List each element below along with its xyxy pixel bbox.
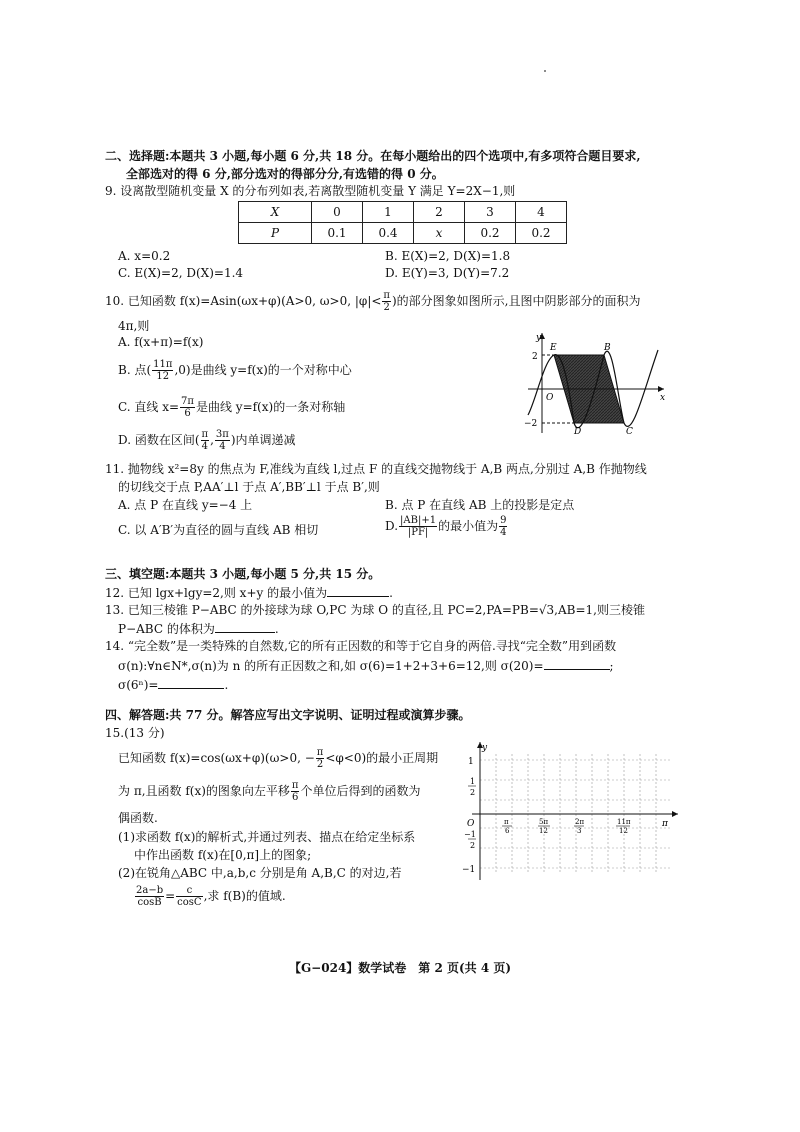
table-cell: 4 — [516, 202, 567, 223]
table-row — [239, 223, 567, 244]
q13: 13. 已知三棱锥 P−ABC 的外接球为球 O,PC 为球 O 的直径,且 PC=2,PA=PB=√3,AB=1,则三棱锥 — [105, 603, 645, 617]
tick-x4-num: 11π — [617, 818, 631, 826]
fraction — [176, 885, 202, 908]
table-cell: 0 — [312, 202, 363, 223]
denominator: 6 — [292, 792, 299, 803]
fraction — [215, 429, 230, 452]
fraction — [180, 396, 195, 419]
section2-title-line2: 全部选对的得 6 分,部分选对的得部分分,有选错的得 0 分。 — [126, 167, 444, 181]
label-pi: π — [662, 819, 668, 829]
fraction — [316, 747, 325, 770]
answer-blank — [158, 676, 224, 689]
label-origin: O — [467, 819, 475, 829]
text: . — [274, 622, 279, 636]
grid-lines — [480, 754, 670, 872]
q15-part2-line2 — [134, 885, 286, 908]
q11-stem: 11. 抛物线 x²=8y 的焦点为 F,准线为直线 l,过点 F 的直线交抛物线于 A,B 两点,分别过 A,B 作抛物线 — [105, 462, 647, 476]
q14-text2: σ(n):∀n∈N*,σ(n)为 n 的所有正因数之和,如 σ(6)=1+2+3+6=12,则 σ(20)= — [118, 659, 544, 673]
q14: 14. “完全数”是一类特殊的自然数,它的所有正因数的和等于它自身的两倍.寻找“完全数”用到函数 — [105, 639, 617, 653]
q9-option-b: B. E(X)=2, D(X)=1.8 — [385, 249, 511, 263]
q15-part1-line2: 中作出函数 f(x)在[0,π]上的图象; — [134, 848, 312, 862]
answer-blank — [544, 657, 610, 670]
q14-line3 — [118, 676, 228, 693]
x-arrow — [658, 386, 664, 392]
denominator: cosB — [137, 897, 162, 908]
table-cell: 1 — [363, 202, 414, 223]
label-origin: O — [546, 393, 554, 403]
q15-line3: 偶函数. — [118, 811, 158, 825]
q11-stem-line2: 的切线交于点 P,AA′⊥l 于点 A′,BB′⊥l 于点 B′,则 — [118, 480, 380, 494]
q12 — [105, 584, 393, 601]
tick-yhalf-num: 1 — [470, 777, 476, 786]
label-d: D — [574, 427, 582, 435]
q15-head: 15.(13 分) — [105, 726, 165, 740]
numerator: 2a−b — [136, 885, 164, 896]
tick-ymhalf-num: −1 — [464, 830, 476, 839]
label-minus2: −2 — [524, 419, 538, 429]
text: 个单位后得到的函数为 — [300, 784, 421, 798]
denominator: 2 — [383, 302, 390, 313]
table-cell: 2 — [414, 202, 465, 223]
denominator: 2 — [316, 759, 324, 770]
text: = — [165, 889, 176, 903]
denominator: 4 — [219, 441, 226, 452]
label-e: E — [550, 343, 557, 353]
tick-ymhalf-den: 2 — [470, 841, 476, 850]
section4-title: 四、解答题:共 77 分。解答应写出文字说明、证明过程或演算步骤。 — [105, 708, 471, 722]
q10-option-c — [118, 396, 345, 419]
q9-stem: 9. 设离散型随机变量 X 的分布列如表,若离散型随机变量 Y 满足 Y=2X−1,则 — [105, 184, 516, 198]
text: , — [210, 433, 214, 447]
table-cell: 0.1 — [312, 223, 363, 244]
q10-option-a: A. f(x+π)=f(x) — [118, 335, 204, 349]
q10-stem-line2: 4π,则 — [118, 319, 150, 333]
table-cell: 0.2 — [516, 223, 567, 244]
page-footer: 【G−024】数学试卷 第 2 页(共 4 页) — [288, 961, 512, 975]
numerator: 11π — [153, 359, 173, 370]
denominator: 4 — [201, 441, 208, 452]
q10-stem-b: )的部分图象如图所示,且图中阴影部分的面积为 — [392, 294, 641, 308]
sine-graph — [520, 330, 670, 435]
text: B. 点( — [118, 363, 152, 377]
table-row — [239, 202, 567, 223]
label-c: C — [626, 427, 633, 435]
tick-x2-num: 5π — [539, 818, 549, 826]
tick-yhalf-den: 2 — [470, 788, 476, 797]
table-cell: 0.4 — [363, 223, 414, 244]
table-cell: x — [414, 223, 465, 244]
numerator: 9 — [500, 515, 507, 526]
label-b: B — [604, 343, 611, 353]
fraction — [201, 429, 210, 452]
x-arrow — [672, 811, 678, 817]
numerator: π — [291, 780, 299, 791]
q11-option-b: B. 点 P 在直线 AB 上的投影是定点 — [385, 498, 575, 512]
numerator: |AB|+1 — [400, 515, 437, 526]
text: C. 直线 x= — [118, 400, 180, 414]
fraction — [135, 885, 164, 908]
tick-x3-den: 3 — [577, 827, 582, 835]
q13-line2 — [118, 620, 279, 637]
tick-x2-den: 12 — [539, 827, 548, 835]
tick-y1: 1 — [468, 757, 474, 767]
table-cell: P — [239, 223, 312, 244]
fraction — [152, 359, 173, 382]
denominator: cosC — [177, 897, 202, 908]
tick-ym1: −1 — [462, 865, 476, 875]
label-y: y — [536, 333, 542, 343]
label-2: 2 — [532, 352, 538, 362]
q15-part2: (2)在锐角△ABC 中,a,b,c 分别是角 A,B,C 的对边,若 — [118, 866, 402, 880]
q15-line1 — [118, 747, 438, 770]
fraction — [399, 515, 437, 538]
q9-option-c: C. E(X)=2, D(X)=1.4 — [118, 266, 244, 280]
tick-x1-num: π — [504, 818, 509, 826]
text: . — [224, 678, 229, 692]
q11-option-a: A. 点 P 在直线 y=−4 上 — [118, 498, 253, 512]
denominator: 4 — [500, 527, 507, 538]
text: )内单调递减 — [230, 433, 296, 447]
numerator: 7π — [181, 396, 194, 407]
denominator: |PF| — [407, 527, 429, 538]
numerator: c — [176, 885, 202, 897]
text: D. — [385, 519, 399, 533]
q11-option-c: C. 以 A′B′为直径的圆与直线 AB 相切 — [118, 523, 319, 537]
text: 为 π,且函数 f(x)的图象向左平移 — [118, 784, 290, 798]
table-cell: X — [239, 202, 312, 223]
q13-text2: P−ABC 的体积为 — [118, 622, 215, 636]
tick-x1-den: 6 — [505, 827, 510, 835]
answer-blank — [215, 620, 275, 633]
text: . — [389, 586, 393, 600]
q10-option-d — [118, 429, 296, 452]
section3-title: 三、填空题:本题共 3 小题,每小题 5 分,共 15 分。 — [105, 567, 381, 581]
q10-stem — [105, 290, 641, 313]
text: ,0)是曲线 y=f(x)的一个对称中心 — [174, 363, 352, 377]
text: <φ<0)的最小正周期 — [325, 751, 439, 765]
denominator: 6 — [184, 408, 191, 419]
fraction — [499, 515, 507, 538]
numerator: π — [383, 290, 390, 301]
q14-text3: σ(6ⁿ)= — [118, 678, 159, 692]
distribution-table — [238, 201, 567, 244]
text: ; — [609, 659, 614, 673]
fraction — [382, 290, 391, 313]
table-cell: 3 — [465, 202, 516, 223]
answer-blank — [327, 584, 389, 597]
q10-stem-a: 10. 已知函数 f(x)=Asin(ωx+φ)(A>0, ω>0, |φ|< — [105, 294, 382, 308]
text: 已知函数 f(x)=cos(ωx+φ)(ω>0, − — [118, 751, 315, 765]
q15-line2 — [118, 780, 421, 803]
numerator: 3π — [215, 429, 229, 440]
label-y: y — [482, 743, 488, 753]
q12-text: 12. 已知 lgx+lgy=2,则 x+y 的最小值为 — [105, 586, 328, 600]
coordinate-grid — [462, 740, 682, 882]
text: 的最小值为 — [438, 519, 499, 533]
text: D. 函数在区间( — [118, 433, 200, 447]
numerator: π — [316, 747, 324, 758]
fraction — [291, 780, 300, 803]
section2-title: 二、选择题:本题共 3 小题,每小题 6 分,共 18 分。在每小题给出的四个选项中,有多项符合题目要求, — [105, 149, 641, 163]
q10-option-b — [118, 359, 352, 382]
denominator: 12 — [156, 371, 170, 382]
text: 是曲线 y=f(x)的一条对称轴 — [195, 400, 346, 414]
tick-x4-den: 12 — [619, 827, 628, 835]
speck — [544, 70, 546, 72]
q9-option-a: A. x=0.2 — [118, 249, 171, 263]
q15-part1: (1)求函数 f(x)的解析式,并通过列表、描点在给定坐标系 — [118, 830, 416, 844]
q14-line2 — [118, 657, 614, 674]
table-cell: 0.2 — [465, 223, 516, 244]
text: ,求 f(B)的值域. — [203, 889, 286, 903]
q11-option-d — [385, 515, 508, 538]
q9-option-d: D. E(Y)=3, D(Y)=7.2 — [385, 266, 510, 280]
numerator: π — [201, 429, 209, 440]
tick-x3-num: 2π — [575, 818, 585, 826]
label-x: x — [660, 393, 666, 403]
